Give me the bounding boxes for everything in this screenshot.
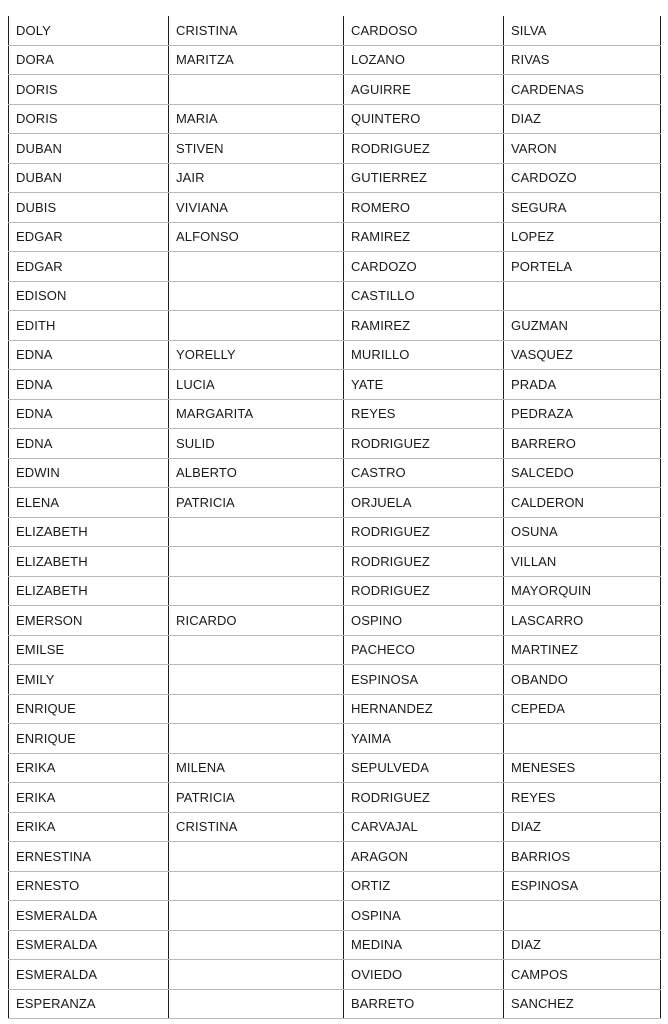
first-surname-cell: MEDINA: [344, 930, 504, 960]
table-row: [9, 193, 661, 223]
table-row: [9, 399, 661, 429]
first-surname-cell: OVIEDO: [344, 960, 504, 990]
first-surname-cell: YATE: [344, 370, 504, 400]
second-surname-cell: PRADA: [504, 370, 661, 400]
second-name-cell: YORELLY: [169, 340, 344, 370]
first-name-cell: EDWIN: [9, 458, 169, 488]
table-row: [9, 989, 661, 1019]
second-name-cell: MARGARITA: [169, 399, 344, 429]
first-name-cell: EDITH: [9, 311, 169, 341]
second-name-cell: [169, 694, 344, 724]
second-name-cell: STIVEN: [169, 134, 344, 164]
first-surname-cell: CARVAJAL: [344, 812, 504, 842]
first-name-cell: ERIKA: [9, 753, 169, 783]
first-name-cell: ENRIQUE: [9, 724, 169, 754]
second-name-cell: [169, 871, 344, 901]
second-name-cell: CRISTINA: [169, 16, 344, 45]
first-name-cell: ERIKA: [9, 783, 169, 813]
table-row: [9, 222, 661, 252]
first-name-cell: ELIZABETH: [9, 576, 169, 606]
first-surname-cell: CASTRO: [344, 458, 504, 488]
table-row: [9, 311, 661, 341]
first-name-cell: ELIZABETH: [9, 517, 169, 547]
first-name-cell: ESMERALDA: [9, 960, 169, 990]
first-surname-cell: GUTIERREZ: [344, 163, 504, 193]
table-row: [9, 960, 661, 990]
table-row: [9, 517, 661, 547]
first-surname-cell: OSPINO: [344, 606, 504, 636]
first-name-cell: EDNA: [9, 429, 169, 459]
second-surname-cell: OBANDO: [504, 665, 661, 695]
first-name-cell: EMILY: [9, 665, 169, 695]
first-name-cell: DUBIS: [9, 193, 169, 223]
second-name-cell: [169, 75, 344, 105]
second-surname-cell: CAMPOS: [504, 960, 661, 990]
table-row: [9, 930, 661, 960]
second-surname-cell: MENESES: [504, 753, 661, 783]
first-name-cell: EMILSE: [9, 635, 169, 665]
first-surname-cell: ORTIZ: [344, 871, 504, 901]
table-row: [9, 252, 661, 282]
first-surname-cell: RODRIGUEZ: [344, 547, 504, 577]
second-name-cell: [169, 665, 344, 695]
first-surname-cell: ORJUELA: [344, 488, 504, 518]
table-row: [9, 340, 661, 370]
second-surname-cell: VARON: [504, 134, 661, 164]
first-surname-cell: BARRETO: [344, 989, 504, 1019]
first-surname-cell: AGUIRRE: [344, 75, 504, 105]
table-row: [9, 134, 661, 164]
second-surname-cell: BARRERO: [504, 429, 661, 459]
first-name-cell: ESMERALDA: [9, 930, 169, 960]
table-row: [9, 16, 661, 45]
first-name-cell: EDGAR: [9, 222, 169, 252]
second-surname-cell: DIAZ: [504, 812, 661, 842]
second-name-cell: PATRICIA: [169, 783, 344, 813]
table-row: [9, 665, 661, 695]
second-surname-cell: LOPEZ: [504, 222, 661, 252]
first-surname-cell: HERNANDEZ: [344, 694, 504, 724]
second-surname-cell: VILLAN: [504, 547, 661, 577]
first-surname-cell: CASTILLO: [344, 281, 504, 311]
second-name-cell: MILENA: [169, 753, 344, 783]
first-surname-cell: YAIMA: [344, 724, 504, 754]
second-name-cell: ALFONSO: [169, 222, 344, 252]
table-row: [9, 429, 661, 459]
second-surname-cell: CARDENAS: [504, 75, 661, 105]
first-name-cell: EDNA: [9, 370, 169, 400]
first-name-cell: DOLY: [9, 16, 169, 45]
second-surname-cell: [504, 281, 661, 311]
table-row: [9, 606, 661, 636]
first-name-cell: ERIKA: [9, 812, 169, 842]
first-surname-cell: RAMIREZ: [344, 311, 504, 341]
first-surname-cell: QUINTERO: [344, 104, 504, 134]
first-name-cell: ERNESTO: [9, 871, 169, 901]
second-surname-cell: BARRIOS: [504, 842, 661, 872]
second-name-cell: [169, 547, 344, 577]
first-surname-cell: RAMIREZ: [344, 222, 504, 252]
first-name-cell: ESMERALDA: [9, 901, 169, 931]
second-surname-cell: CALDERON: [504, 488, 661, 518]
second-surname-cell: CEPEDA: [504, 694, 661, 724]
second-name-cell: MARIA: [169, 104, 344, 134]
first-surname-cell: RODRIGUEZ: [344, 134, 504, 164]
first-name-cell: ELENA: [9, 488, 169, 518]
table-row: [9, 281, 661, 311]
first-surname-cell: LOZANO: [344, 45, 504, 75]
second-name-cell: VIVIANA: [169, 193, 344, 223]
table-row: [9, 370, 661, 400]
first-name-cell: EDNA: [9, 340, 169, 370]
second-surname-cell: DIAZ: [504, 930, 661, 960]
second-surname-cell: GUZMAN: [504, 311, 661, 341]
second-name-cell: [169, 842, 344, 872]
first-name-cell: EDISON: [9, 281, 169, 311]
second-surname-cell: SILVA: [504, 16, 661, 45]
first-surname-cell: RODRIGUEZ: [344, 576, 504, 606]
table-row: [9, 547, 661, 577]
table-row: [9, 812, 661, 842]
table-row: [9, 488, 661, 518]
table-row: [9, 901, 661, 931]
second-surname-cell: VASQUEZ: [504, 340, 661, 370]
first-name-cell: ERNESTINA: [9, 842, 169, 872]
second-surname-cell: LASCARRO: [504, 606, 661, 636]
second-name-cell: RICARDO: [169, 606, 344, 636]
second-name-cell: [169, 930, 344, 960]
second-name-cell: [169, 960, 344, 990]
second-name-cell: SULID: [169, 429, 344, 459]
table-row: [9, 724, 661, 754]
second-name-cell: [169, 724, 344, 754]
second-surname-cell: SANCHEZ: [504, 989, 661, 1019]
second-name-cell: [169, 517, 344, 547]
second-surname-cell: DIAZ: [504, 104, 661, 134]
table-row: [9, 842, 661, 872]
second-surname-cell: MAYORQUIN: [504, 576, 661, 606]
second-name-cell: [169, 252, 344, 282]
names-table: [8, 16, 661, 1019]
table-row: [9, 635, 661, 665]
first-name-cell: EDGAR: [9, 252, 169, 282]
table-row: [9, 783, 661, 813]
first-name-cell: DUBAN: [9, 163, 169, 193]
first-name-cell: ESPERANZA: [9, 989, 169, 1019]
first-name-cell: DORA: [9, 45, 169, 75]
first-name-cell: DUBAN: [9, 134, 169, 164]
second-name-cell: [169, 989, 344, 1019]
first-surname-cell: ARAGON: [344, 842, 504, 872]
first-name-cell: DORIS: [9, 104, 169, 134]
second-surname-cell: PORTELA: [504, 252, 661, 282]
first-surname-cell: ESPINOSA: [344, 665, 504, 695]
second-name-cell: [169, 576, 344, 606]
second-name-cell: LUCIA: [169, 370, 344, 400]
second-name-cell: [169, 901, 344, 931]
first-surname-cell: CARDOSO: [344, 16, 504, 45]
second-name-cell: [169, 311, 344, 341]
first-surname-cell: MURILLO: [344, 340, 504, 370]
first-surname-cell: REYES: [344, 399, 504, 429]
table-row: [9, 75, 661, 105]
table-row: [9, 753, 661, 783]
first-name-cell: EDNA: [9, 399, 169, 429]
first-name-cell: ENRIQUE: [9, 694, 169, 724]
table-row: [9, 163, 661, 193]
second-surname-cell: MARTINEZ: [504, 635, 661, 665]
second-surname-cell: [504, 724, 661, 754]
table-row: [9, 45, 661, 75]
first-surname-cell: CARDOZO: [344, 252, 504, 282]
table-row: [9, 576, 661, 606]
second-name-cell: JAIR: [169, 163, 344, 193]
second-surname-cell: PEDRAZA: [504, 399, 661, 429]
second-name-cell: PATRICIA: [169, 488, 344, 518]
second-surname-cell: RIVAS: [504, 45, 661, 75]
second-surname-cell: REYES: [504, 783, 661, 813]
first-surname-cell: RODRIGUEZ: [344, 429, 504, 459]
table-row: [9, 871, 661, 901]
second-surname-cell: CARDOZO: [504, 163, 661, 193]
table-row: [9, 694, 661, 724]
second-name-cell: [169, 281, 344, 311]
second-name-cell: [169, 635, 344, 665]
names-table-body: [9, 16, 661, 1019]
second-surname-cell: SEGURA: [504, 193, 661, 223]
first-surname-cell: RODRIGUEZ: [344, 783, 504, 813]
first-name-cell: DORIS: [9, 75, 169, 105]
second-surname-cell: ESPINOSA: [504, 871, 661, 901]
first-surname-cell: RODRIGUEZ: [344, 517, 504, 547]
first-surname-cell: OSPINA: [344, 901, 504, 931]
first-name-cell: ELIZABETH: [9, 547, 169, 577]
first-surname-cell: ROMERO: [344, 193, 504, 223]
table-row: [9, 458, 661, 488]
second-surname-cell: SALCEDO: [504, 458, 661, 488]
second-name-cell: MARITZA: [169, 45, 344, 75]
second-name-cell: ALBERTO: [169, 458, 344, 488]
first-surname-cell: SEPULVEDA: [344, 753, 504, 783]
second-surname-cell: OSUNA: [504, 517, 661, 547]
second-surname-cell: [504, 901, 661, 931]
table-row: [9, 104, 661, 134]
first-name-cell: EMERSON: [9, 606, 169, 636]
second-name-cell: CRISTINA: [169, 812, 344, 842]
first-surname-cell: PACHECO: [344, 635, 504, 665]
names-sheet: [8, 16, 660, 1019]
